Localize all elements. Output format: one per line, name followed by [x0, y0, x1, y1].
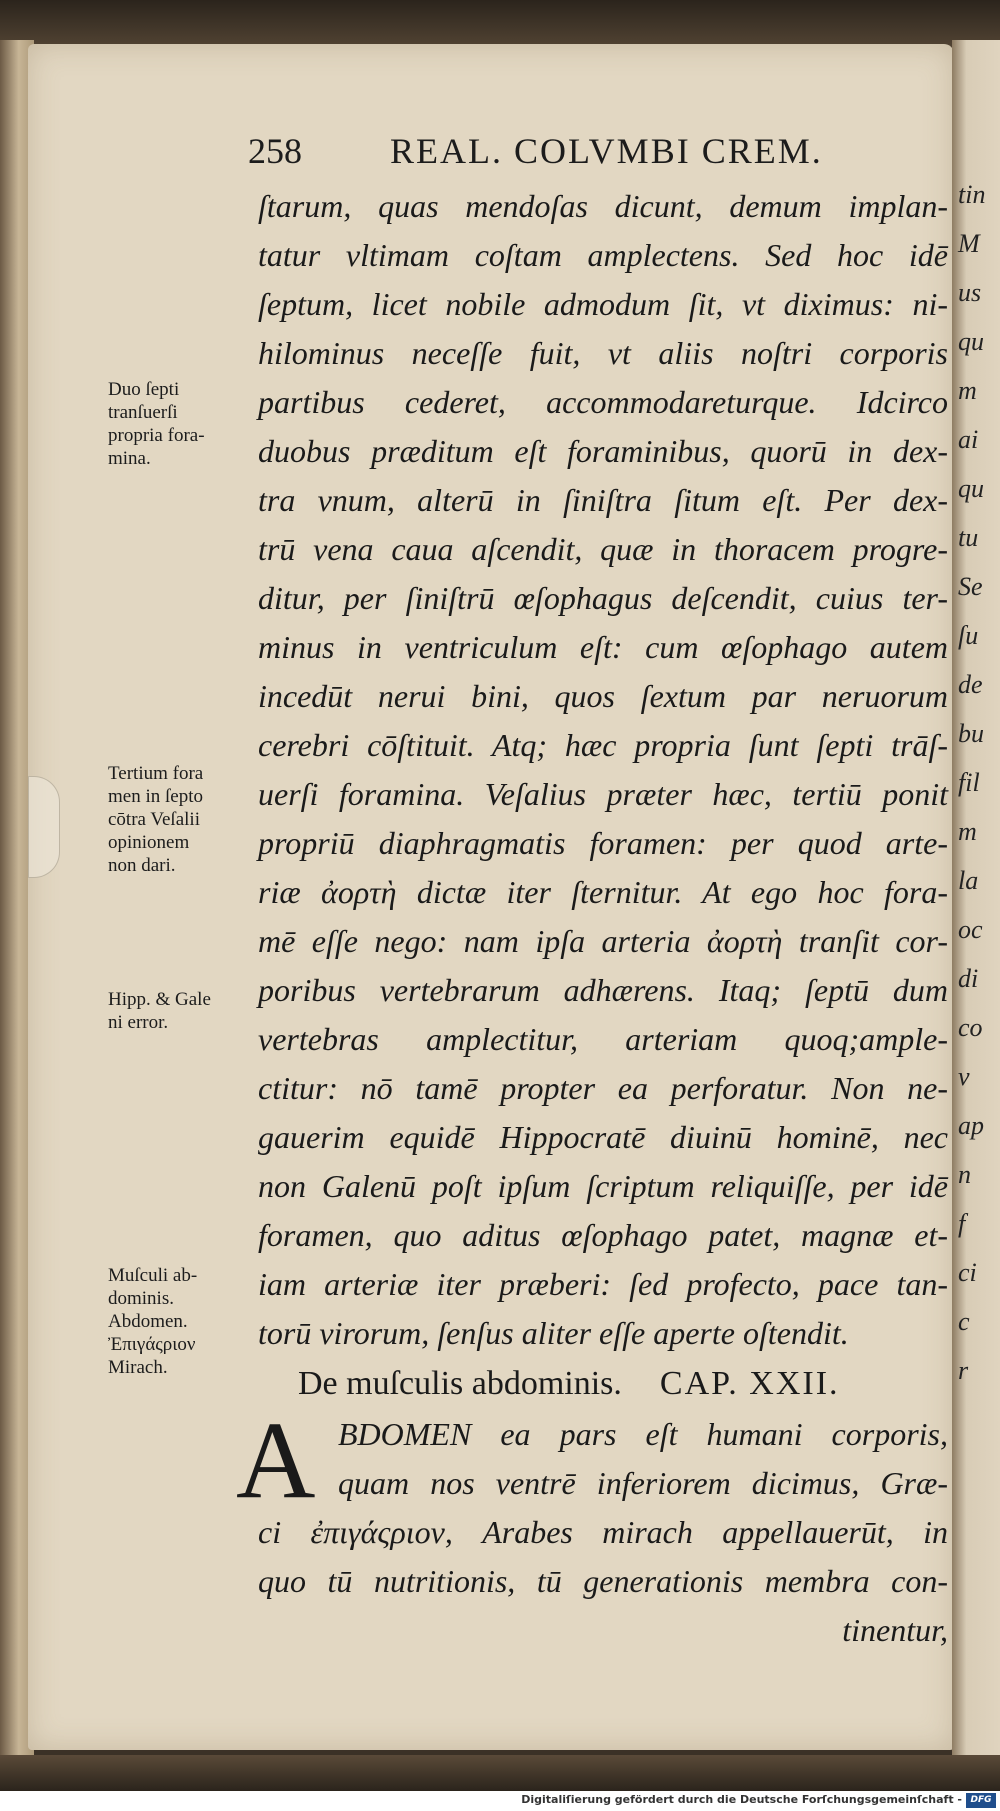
page-number: 258 [248, 131, 302, 171]
facing-page-fragment: co [958, 1013, 983, 1042]
marginal-line: men in ſepto [108, 786, 203, 807]
chapter-number: CAP. XXII. [659, 1365, 840, 1402]
marginal-line: non dari. [108, 855, 176, 876]
text-line: BDOMEN ea pars eſt humani corporis, [338, 1416, 948, 1452]
text-line: propriū diaphragmatis foramen: per quod arte- [258, 825, 948, 861]
marginal-line: Mirach. [108, 1357, 168, 1378]
marginal-line: tranſuerſi [108, 402, 178, 423]
facing-page-fragment: ſu [958, 621, 979, 650]
text-line: incedūt nerui bini, quos ſextum par neruorum [258, 678, 948, 714]
dfg-logo-icon: DFG [966, 1793, 996, 1808]
page-header [248, 130, 948, 174]
facing-page-fragment: v [958, 1062, 970, 1091]
marginal-line: Tertium fora [108, 763, 204, 784]
facing-page-fragment: M [958, 229, 980, 258]
text-line: vertebras amplectitur, arteriam quoq;ample- [258, 1021, 948, 1057]
funding-credit: Digitaliſierung gefördert durch die Deutsche Forſchungsgemeinſchaft - [521, 1793, 962, 1806]
marginal-line: mina. [108, 448, 151, 469]
catchword: tinentur, [842, 1612, 948, 1648]
marginal-line: Ἐπιγάςριον [108, 1334, 196, 1355]
text-line: riæ ἀορτὴ dictæ iter ſternitur. At ego hoc fora- [258, 874, 948, 910]
text-line: hilominus neceſſe fuit, vt aliis noſtri corporis [258, 335, 948, 371]
facing-page-fragment: r [958, 1356, 969, 1385]
facing-page-fragment: qu [958, 327, 984, 356]
text-line: ſeptum, licet nobile admodum ſit, vt diximus: ni- [258, 286, 948, 322]
marginal-line: propria fora- [108, 425, 205, 446]
facing-page-fragment: bu [958, 719, 984, 748]
text-line: duobus præditum eſt foraminibus, quorū in dex- [258, 433, 948, 469]
chapter-heading [298, 1358, 948, 1410]
marginal-line: Hipp. & Gale [108, 989, 211, 1010]
marginal-line: dominis. [108, 1288, 174, 1309]
text-line: minus in ventriculum eſt: cum œſophago autem [258, 629, 948, 665]
facing-page-fragment: n [958, 1160, 971, 1189]
text-line: quo tū nutritionis, tū generationis membra con- [258, 1563, 948, 1599]
facing-page-fragment: m [958, 817, 977, 846]
facing-page-fragment: us [958, 278, 982, 307]
marginal-line: opinionem [108, 832, 190, 853]
facing-page-fragment: m [958, 376, 977, 405]
marginal-line: Abdomen. [108, 1311, 188, 1332]
facing-page-fragment: fil [958, 768, 980, 797]
facing-page-fragment: ai [958, 425, 979, 454]
facing-page-fragment: ap [958, 1111, 984, 1140]
facing-page-fragment: oc [958, 915, 983, 944]
book-cover-bottom [0, 1755, 1000, 1791]
facing-page-fragment: di [958, 964, 979, 993]
marginal-note [108, 378, 205, 470]
text-line: cerebri cōſtituit. Atq; hæc propria ſunt ſepti trāſ- [258, 727, 948, 763]
marginal-line: Muſculi ab- [108, 1265, 198, 1286]
facing-page-fragment: c [958, 1307, 970, 1336]
text-line: ctitur: nō tamē propter ea perforatur. Non ne- [258, 1070, 948, 1106]
digitization-footer [0, 1791, 1000, 1811]
text-line: uerſi foramina. Veſalius præter hæc, tertiū ponit [258, 776, 948, 812]
facing-page-fragment: tu [958, 523, 979, 552]
text-line: ci ἐπιγάςριον, Arabes mirach appellauerūt, in [258, 1514, 948, 1550]
text-line: tra vnum, alterū in ſiniſtra ſitum eſt. Per dex- [258, 482, 948, 518]
facing-page-fragment: tin [958, 180, 986, 209]
marginal-line: cōtra Veſalii [108, 809, 200, 830]
facing-page-fragment: Se [958, 572, 983, 601]
text-line: partibus cederet, accommodareturque. Idcirco [258, 384, 948, 420]
text-line: ſtarum, quas mendoſas dicunt, demum implan- [258, 188, 948, 224]
text-line: quam nos ventrē inferiorem dicimus, Græ- [338, 1465, 948, 1501]
text-line: gauerim equidē Hippocratē diuinū hominē, nec [258, 1119, 948, 1155]
running-head: REAL. COLVMBI CREM. [390, 131, 823, 171]
chapter-paragraph [236, 1399, 948, 1655]
body-text [236, 182, 948, 1655]
clasp-mark [28, 776, 60, 878]
marginal-note [108, 1264, 197, 1379]
text-line: torū virorum, ſenſus aliter eſſe aperte oſtendit. [258, 1315, 849, 1351]
text-line: ditur, per ſiniſtrū œſophagus deſcendit, cuius ter- [258, 580, 948, 616]
marginal-note [108, 762, 203, 877]
marginal-line: ni error. [108, 1012, 169, 1033]
facing-page-fragment: la [958, 866, 979, 895]
marginal-line: Duo ſepti [108, 379, 180, 400]
facing-page-fragment: de [958, 670, 983, 699]
text-line: poribus vertebrarum adhærens. Itaq; ſeptū dum [258, 972, 948, 1008]
facing-page-fragment: ci [958, 1258, 977, 1287]
text-line: iam arteriæ iter præberi: ſed profecto, pace tan- [258, 1266, 948, 1302]
text-line: mē eſſe nego: nam ipſa arteria ἀορτὴ tranſit cor- [258, 923, 948, 959]
text-line: foramen, quo aditus œſophago patet, magnæ et- [258, 1217, 948, 1253]
marginal-note [108, 988, 211, 1034]
chapter-title: De muſculis abdominis. [298, 1365, 622, 1402]
text-line: non Galenū poſt ipſum ſcriptum reliquiſſe, per idē [258, 1168, 948, 1204]
facing-page-edge [952, 40, 1000, 1760]
drop-capital: A [236, 1399, 316, 1521]
text-line: tatur vltimam coſtam amplectens. Sed hoc idē [258, 237, 948, 273]
text-line: trū vena caua aſcendit, quæ in thoracem progre- [258, 531, 948, 567]
facing-page-fragment: qu [958, 474, 984, 503]
facing-page-fragment: f [958, 1209, 966, 1238]
